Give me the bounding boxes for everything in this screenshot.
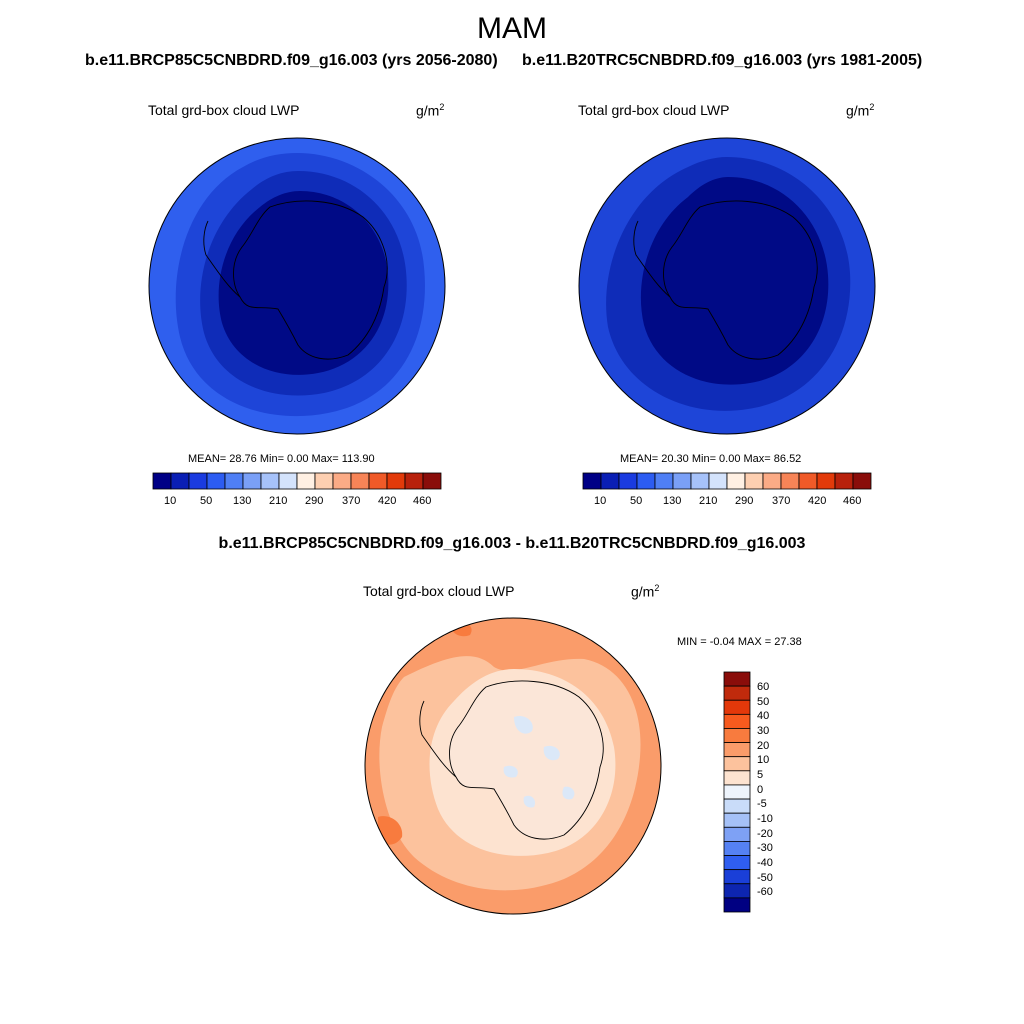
colorbar-label: 460 <box>413 495 432 507</box>
colorbar-swatch <box>673 473 691 489</box>
left-colorbar <box>153 473 441 489</box>
left-panel-case-title: b.e11.BRCP85C5CNBDRD.f09_g16.003 (yrs 2056-2080) <box>85 52 498 69</box>
colorbar-swatch <box>583 473 601 489</box>
colorbar-swatch <box>724 743 750 757</box>
colorbar-swatch <box>745 473 763 489</box>
colorbar-swatch <box>727 473 745 489</box>
colorbar-label: -40 <box>757 857 773 869</box>
left-panel-unit: $g/m^2$ <box>416 102 445 119</box>
colorbar-swatch <box>171 473 189 489</box>
colorbar-label: 5 <box>757 769 764 781</box>
difference-colorbar <box>724 672 750 912</box>
colorbar-swatch <box>709 473 727 489</box>
colorbar-swatch <box>724 841 750 855</box>
colorbar-swatch <box>369 473 387 489</box>
colorbar-swatch <box>724 884 750 898</box>
colorbar-label: 420 <box>808 495 827 507</box>
right-polar-map <box>578 137 876 435</box>
colorbar-swatch <box>153 473 171 489</box>
colorbar-swatch <box>315 473 333 489</box>
colorbar-label: -10 <box>757 813 773 825</box>
colorbar-swatch <box>297 473 315 489</box>
colorbar-label: 130 <box>663 495 682 507</box>
colorbar-swatch <box>835 473 853 489</box>
colorbar-label: 210 <box>699 495 718 507</box>
colorbar-swatch <box>225 473 243 489</box>
right-panel-variable: Total grd-box cloud LWP <box>578 102 730 118</box>
colorbar-label: 60 <box>757 681 770 693</box>
colorbar-label: 290 <box>735 495 754 507</box>
colorbar-swatch <box>405 473 423 489</box>
colorbar-label: 50 <box>200 495 213 507</box>
colorbar-swatch <box>724 870 750 884</box>
colorbar-label: 0 <box>757 784 764 796</box>
colorbar-swatch <box>619 473 637 489</box>
colorbar-label: -20 <box>757 828 773 840</box>
colorbar-swatch <box>243 473 261 489</box>
left-polar-map <box>148 137 446 435</box>
colorbar-label: 420 <box>378 495 397 507</box>
colorbar-label: 40 <box>757 710 770 722</box>
difference-title: b.e11.BRCP85C5CNBDRD.f09_g16.003 - b.e11.B20TRC5CNBDRD.f09_g16.003 <box>218 535 806 552</box>
colorbar-label: -5 <box>757 798 767 810</box>
figure-title: MAM <box>477 12 547 45</box>
colorbar-swatch <box>724 771 750 785</box>
colorbar-swatch <box>724 686 750 700</box>
right-panel-unit: $g/m^2$ <box>846 102 875 119</box>
left-panel-variable: Total grd-box cloud LWP <box>148 102 300 118</box>
difference-variable: Total grd-box cloud LWP <box>363 583 515 599</box>
colorbar-swatch <box>724 757 750 771</box>
colorbar-swatch <box>655 473 673 489</box>
colorbar-swatch <box>724 898 750 912</box>
colorbar-label: 460 <box>843 495 862 507</box>
colorbar-swatch <box>763 473 781 489</box>
colorbar-swatch <box>724 813 750 827</box>
colorbar-label: 50 <box>630 495 643 507</box>
colorbar-swatch <box>351 473 369 489</box>
colorbar-swatch <box>724 700 750 714</box>
colorbar-swatch <box>724 785 750 799</box>
colorbar-swatch <box>724 714 750 728</box>
colorbar-label: 290 <box>305 495 324 507</box>
colorbar-label: 10 <box>594 495 607 507</box>
colorbar-swatch <box>724 827 750 841</box>
colorbar-swatch <box>189 473 207 489</box>
difference-unit: $g/m^2$ <box>631 583 660 600</box>
colorbar-swatch <box>724 728 750 742</box>
colorbar-swatch <box>387 473 405 489</box>
colorbar-swatch <box>207 473 225 489</box>
right-panel-case-title: b.e11.B20TRC5CNBDRD.f09_g16.003 (yrs 1981-2005) <box>522 52 923 69</box>
colorbar-swatch <box>817 473 835 489</box>
left-panel-stats: MEAN= 28.76 Min= 0.00 Max= 113.90 <box>188 453 375 465</box>
colorbar-label: 130 <box>233 495 252 507</box>
colorbar-label: 50 <box>757 696 770 708</box>
colorbar-swatch <box>423 473 441 489</box>
colorbar-label: -30 <box>757 842 773 854</box>
colorbar-swatch <box>279 473 297 489</box>
colorbar-swatch <box>724 799 750 813</box>
colorbar-label: 30 <box>757 725 770 737</box>
colorbar-label: 370 <box>772 495 791 507</box>
difference-polar-map <box>364 617 662 915</box>
colorbar-swatch <box>691 473 709 489</box>
colorbar-label: 210 <box>269 495 288 507</box>
colorbar-swatch <box>637 473 655 489</box>
colorbar-swatch <box>261 473 279 489</box>
colorbar-swatch <box>724 672 750 686</box>
colorbar-swatch <box>724 856 750 870</box>
colorbar-label: 10 <box>757 754 770 766</box>
right-colorbar <box>583 473 871 489</box>
colorbar-label: -50 <box>757 872 773 884</box>
colorbar-swatch <box>799 473 817 489</box>
colorbar-label: -60 <box>757 886 773 898</box>
difference-stats: MIN = -0.04 MAX = 27.38 <box>677 636 802 648</box>
colorbar-swatch <box>853 473 871 489</box>
colorbar-label: 10 <box>164 495 177 507</box>
colorbar-label: 20 <box>757 740 770 752</box>
diff-patch-10 <box>403 766 413 779</box>
colorbar-label: 370 <box>342 495 361 507</box>
colorbar-swatch <box>333 473 351 489</box>
colorbar-swatch <box>601 473 619 489</box>
colorbar-swatch <box>781 473 799 489</box>
right-panel-stats: MEAN= 20.30 Min= 0.00 Max= 86.52 <box>620 453 802 465</box>
